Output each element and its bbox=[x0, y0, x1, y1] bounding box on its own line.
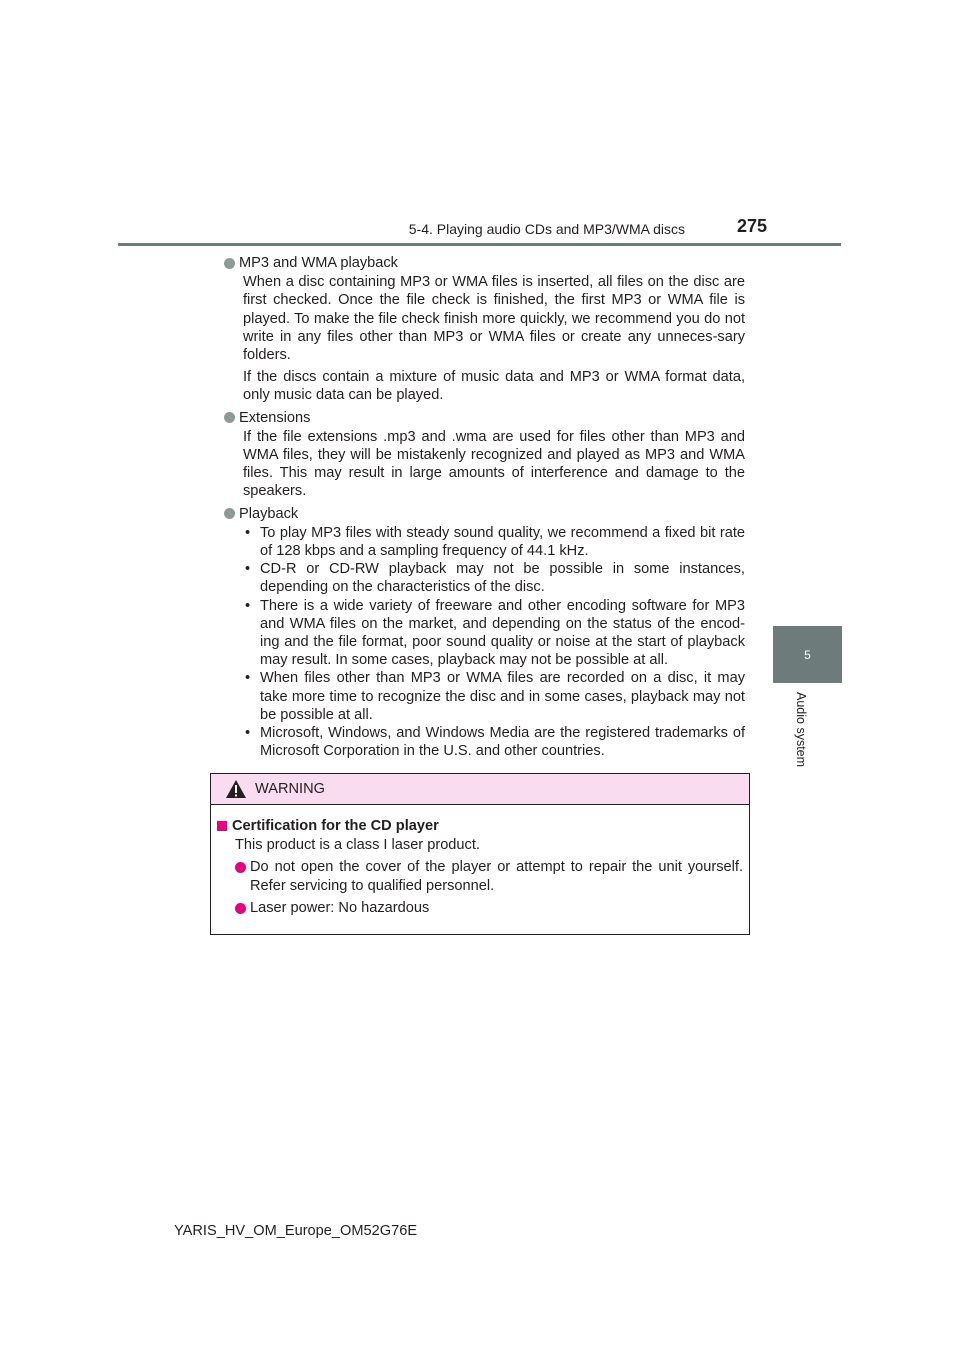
header-rule bbox=[118, 243, 841, 246]
list-item-text: To play MP3 files with steady sound quality, we recommend a fixed bit rate of 128 kbps and a sampling frequency of 44.1 kHz. bbox=[260, 524, 745, 560]
list-item bbox=[243, 597, 745, 670]
paragraph: If the discs contain a mixture of music data and MP3 or WMA format data, only music data can be played. bbox=[243, 369, 745, 404]
section-heading-text: MP3 and WMA playback bbox=[239, 255, 398, 271]
warning-item bbox=[235, 858, 743, 894]
section-heading bbox=[224, 254, 745, 272]
warning-text: This product is a class I laser product. bbox=[235, 837, 480, 854]
bullet-icon: • bbox=[245, 597, 251, 614]
warning-title: WARNING bbox=[255, 781, 325, 797]
bullet-icon: • bbox=[245, 524, 251, 541]
gray-dot-icon bbox=[224, 508, 235, 519]
section-mp3-wma-playback bbox=[224, 254, 745, 405]
paragraph: If the file extensions .mp3 and .wma are used for files other than MP3 and WMA files, they will be mistakenly recognized and played as MP3 and WMA files. This may result in large amounts of interference and damage to the speakers. bbox=[243, 428, 745, 500]
page-number: 275 bbox=[737, 216, 768, 236]
header-section-title: 5-4. Playing audio CDs and MP3/WMA discs bbox=[408, 221, 685, 237]
section-heading-text: Extensions bbox=[239, 409, 311, 426]
warning-body bbox=[211, 805, 749, 917]
list-item bbox=[243, 724, 745, 760]
section-extensions bbox=[224, 409, 745, 501]
bullet-icon: • bbox=[245, 670, 251, 687]
playback-bullet-list bbox=[224, 524, 745, 761]
chapter-side-label: Audio system bbox=[794, 692, 808, 768]
section-playback bbox=[224, 505, 745, 761]
section-heading bbox=[224, 505, 745, 523]
list-item-text: CD-R or CD-RW playback may not be possible in some instances, depending on the characteristics of the disc. bbox=[260, 561, 745, 596]
warning-subheading bbox=[217, 817, 743, 835]
section-heading bbox=[224, 409, 745, 427]
list-item-text: There is a wide variety of freeware and other encoding software for MP3 and WMA files on the market, and depending on the status of the encod-ing and the file format, poor sound quality or noise at the start of playback may result. In some cases, playback may not be possible at all. bbox=[260, 597, 745, 669]
list-item-text: When files other than MP3 or WMA files are recorded on a disc, it may take more time to recognize the disc and in some cases, playback may not be possible at all. bbox=[260, 670, 745, 723]
main-content bbox=[224, 254, 745, 764]
gray-dot-icon bbox=[224, 258, 235, 269]
list-item bbox=[243, 669, 745, 724]
warning-header bbox=[211, 774, 749, 805]
list-item-text: Microsoft, Windows, and Windows Media are the registered trademarks of Microsoft Corporation in the U.S. and other countries. bbox=[260, 725, 745, 760]
bullet-icon: • bbox=[245, 725, 251, 742]
warning-item-text: Do not open the cover of the player or attempt to repair the unit yourself. Refer servicing to qualified personnel. bbox=[250, 859, 743, 894]
warning-item-text: Laser power: No hazardous bbox=[250, 899, 430, 916]
chapter-tab[interactable] bbox=[773, 626, 842, 683]
pink-dot-icon bbox=[235, 903, 246, 914]
warning-box bbox=[210, 773, 750, 935]
pink-dot-icon bbox=[235, 862, 246, 873]
section-heading-text: Playback bbox=[239, 505, 299, 522]
pink-square-icon bbox=[217, 821, 227, 831]
bullet-icon: • bbox=[245, 561, 251, 578]
list-item bbox=[243, 560, 745, 596]
warning-triangle-icon bbox=[225, 779, 247, 799]
warning-item bbox=[235, 899, 743, 917]
paragraph: When a disc containing MP3 or WMA files is inserted, all files on the disc are first checked. Once the file check is finished, the first MP3 or WMA file is played. To make the file check finish more quickly, we recommend you do not write in any files other than MP3 or WMA files or create any unneces-sary folders. bbox=[243, 274, 745, 364]
list-item bbox=[243, 524, 745, 560]
footer-document-id: YARIS_HV_OM_Europe_OM52G76E bbox=[174, 1223, 418, 1239]
chapter-tab-number: 5 bbox=[804, 647, 811, 662]
gray-dot-icon bbox=[224, 412, 235, 423]
warning-subheading-text: Certification for the CD player bbox=[232, 818, 439, 834]
